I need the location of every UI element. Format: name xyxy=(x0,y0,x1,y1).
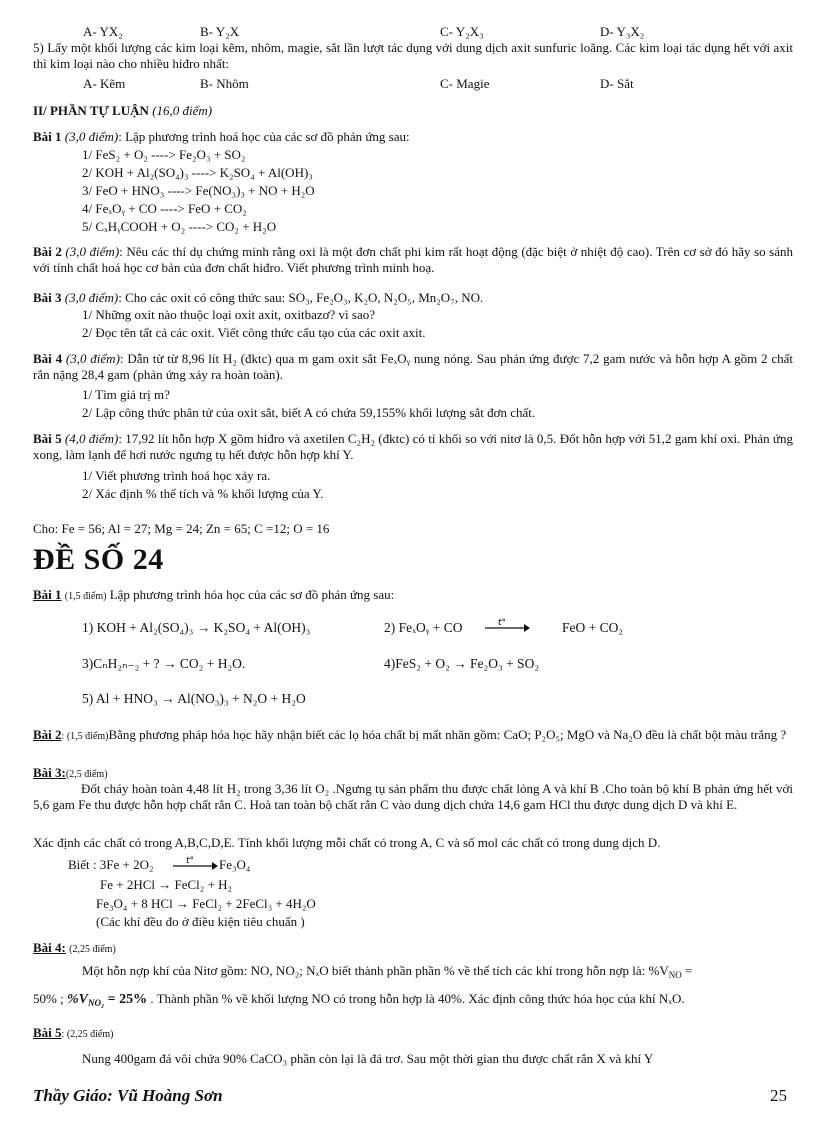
bai2-paragraph xyxy=(33,244,793,276)
q5-option-c: C- Magie xyxy=(440,76,490,91)
d-bai1-eq2-right: FeO + CO₂ xyxy=(562,620,624,635)
d-bai5-heading xyxy=(33,1025,793,1043)
d-bai4-line2-start: 50% ; xyxy=(33,991,67,1006)
bai5-item-1: 1/ Viết phương trình hoá học xảy ra. xyxy=(82,468,271,483)
question-5: 5) Lấy một khối lượng các kim loại kẽm, nhôm, magie, sắt lần lượt tác dụng với dung dịch axit sunfuric loãng. Các kim loại tác dụng hết với axit thì kim loại nào cho nhiều hiđro nhất: xyxy=(33,40,793,71)
d-bai1-label: Bài 1 xyxy=(33,587,62,602)
bai1-eq2: 2/ KOH + Al₂(SO₄)₃ ----> K₂SO₄ + Al(OH)₃ xyxy=(82,165,313,180)
d-bai3-points: (2,5 điểm) xyxy=(65,769,108,780)
option-c: C- Y₂X₃ xyxy=(440,24,484,39)
d-bai3-reaction-2: Fe + 2HCl → FeCl₂ + H₂ xyxy=(100,877,233,892)
bai1-heading xyxy=(33,129,793,145)
d-bai1-heading xyxy=(33,587,793,605)
bai1-eq5: 5/ CₓHᵧCOOH + O₂ ----> CO₂ + H₂O xyxy=(82,219,277,234)
bai5-points: (4,0 điểm) xyxy=(64,431,119,446)
d-bai1-eq2-left: 2) FeₓOᵧ + CO xyxy=(384,620,463,635)
bai1-text: : Lập phương trình hoá học của các sơ đồ phản ứng sau: xyxy=(118,129,410,144)
d-bai4-line2-bold: %V xyxy=(66,992,88,1007)
d-bai3-text: Đốt cháy hoàn toàn 4,48 lít H₂ trong 3,36 lít O₂ .Ngưng tụ sản phẩm thu được chất lỏng A và khí B .Cho toàn bộ khí B phản ứng hết với 5,6 gam Fe thu được hỗn hợp chất rắn C. Hoà tan toàn bộ chất rắn C vào dung dịch chứa 14,6 gam HCl thu được dung dịch D và khí E. xyxy=(33,781,793,812)
d-bai5-label: Bài 5 xyxy=(33,1025,62,1040)
d-bai1-eq5: 5) Al + HNO₃ → Al(NO₃)₃ + N₂O + H₂O xyxy=(82,691,306,706)
d-bai4-label: Bài 4: xyxy=(33,940,66,955)
d-bai4-line2-bold-end: = 25% xyxy=(104,992,148,1007)
bai2-points: (3,0 điểm) xyxy=(65,244,120,259)
d-bai3-given-product: Fe₃O₄ xyxy=(219,857,251,872)
svg-text:t°: t° xyxy=(186,856,195,866)
bai1-points: (3,0 điểm) xyxy=(64,129,119,144)
bai4-points: (3,0 điểm) xyxy=(65,351,120,366)
bai2-label: Bài 2 xyxy=(33,244,62,259)
bai1-eq1: 1/ FeS₂ + O₂ ----> Fe₂O₃ + SO₂ xyxy=(82,147,246,162)
section-points: (16,0 điểm) xyxy=(152,103,213,118)
option-a: A- YX₂ xyxy=(83,24,123,39)
bai3-heading xyxy=(33,290,793,306)
bai3-item-2: 2/ Đọc tên tất cả các oxit. Viết công thức cấu tạo của các oxit axit. xyxy=(82,325,426,340)
atomic-masses: Cho: Fe = 56; Al = 27; Mg = 24; Zn = 65; C =12; O = 16 xyxy=(33,521,330,536)
bai5-label: Bài 5 xyxy=(33,431,62,446)
svg-text:t°: t° xyxy=(498,618,507,628)
bai5-item-2: 2/ Xác định % thể tích và % khối lượng của Y. xyxy=(82,486,324,501)
d-bai1-text: Lập phương trình hóa học của các sơ đồ phản ứng sau: xyxy=(106,587,395,602)
d-bai4-line2-bold-sub: NO₂ xyxy=(87,998,105,1008)
d-bai1-points: (1,5 điểm) xyxy=(64,591,107,602)
d-bai3-note: (Các khí đều đo ở điều kiện tiêu chuẩn ) xyxy=(96,914,305,929)
page-number: 25 xyxy=(770,1086,787,1105)
bai3-points: (3,0 điểm) xyxy=(64,290,119,305)
d-bai3-label: Bài 3: xyxy=(33,765,66,780)
d-bai1-eq1: 1) KOH + Al₂(SO₄)₃ → K₂SO₄ + Al(OH)₃ xyxy=(82,620,311,635)
d-bai2-paragraph xyxy=(33,727,793,745)
d-bai2-label: Bài 2 xyxy=(33,727,62,742)
footer-teacher: Thầy Giáo: Vũ Hoàng Sơn xyxy=(33,1086,223,1105)
bai2-text: : Nêu các thí dụ chứng minh rằng oxi là một đơn chất phi kim rất hoạt động (đặc biệt ở nhiệt độ cao). Trên cơ sở đó hãy so sánh với tính chất hoá học cơ bản của đơn chất hiđro. Viết phương trình minh hoạ. xyxy=(33,244,793,275)
q5-option-d: D- Sắt xyxy=(600,76,634,91)
option-b: B- Y₂X xyxy=(200,24,240,39)
d-bai5-text: Nung 400gam đá vôi chứa 90% CaCO₃ phần còn lại là đá trơ. Sau một thời gian thu được chất rắn X và khí Y xyxy=(82,1051,654,1066)
bai4-item-2: 2/ Lập công thức phân tử của oxit sắt, biết A có chứa 59,155% khối lượng sắt đơn chất. xyxy=(82,405,536,420)
section-title: II/ PHẦN TỰ LUẬN xyxy=(33,103,149,118)
d-bai3-given: Biết : 3Fe + 2O₂ xyxy=(68,857,154,872)
bai3-text: : Cho các oxit có công thức sau: SO₃, Fe₂O₃, K₂O, N₂O₅, Mn₂O₇, NO. xyxy=(118,290,484,305)
q5-option-a: A- Kẽm xyxy=(83,76,126,91)
d-bai1-eq4: 4)FeS₂ + O₂ → Fe₂O₃ + SO₂ xyxy=(384,656,540,671)
bai1-eq3: 3/ FeO + HNO₃ ----> Fe(NO₃)₃ + NO + H₂O xyxy=(82,183,315,198)
d-bai3-task: Xác định các chất có trong A,B,C,D,E. Tính khối lượng mỗi chất có trong A, C và số mol các chất có trong dung dịch D. xyxy=(33,835,661,850)
bai3-item-1: 1/ Những oxit nào thuộc loại oxit axit, oxitbazơ? vì sao? xyxy=(82,307,376,322)
bai1-label: Bài 1 xyxy=(33,129,62,144)
d-bai4-line1-sub: NO xyxy=(668,970,682,980)
d-bai3-reaction-3: Fe₃O₄ + 8 HCl → FeCl₂ + 2FeCl₃ + 4H₂O xyxy=(96,896,316,911)
d-bai4-heading xyxy=(33,940,793,958)
bai4-label: Bài 4 xyxy=(33,351,63,366)
d-bai5-points: : (2,25 điểm) xyxy=(61,1029,114,1040)
d-bai1-eq3: 3)CₙH₂ₙ₋₂ + ? → CO₂ + H₂O. xyxy=(82,656,246,671)
bai4-text: : Dẫn từ từ 8,96 lít H₂ (đktc) qua m gam oxit sắt FeₓOᵧ nung nóng. Sau phản ứng được 7,2 gam nước và hỗn hợp A gồm 2 chất rắn nặng 28,4 gam (phản ứng xảy ra hoàn toàn). xyxy=(33,351,793,382)
d-bai2-points: : (1,5 điểm) xyxy=(61,731,109,742)
bai3-label: Bài 3 xyxy=(33,290,62,305)
option-d: D- Y₃X₂ xyxy=(600,24,645,39)
heat-arrow-icon xyxy=(484,617,530,633)
d-bai4-line2-rest: . Thành phần % về khối lượng NO có trong hỗn hợp là 40%. Xác định công thức hóa học của khí NₓO. xyxy=(147,991,685,1006)
d-bai4-line2 xyxy=(33,991,793,1008)
heat-arrow-icon xyxy=(172,855,218,871)
bai5-paragraph xyxy=(33,431,793,463)
exam-title: ĐỀ SỐ 24 xyxy=(33,543,164,576)
bai1-eq4: 4/ FeₓOᵧ + CO ----> FeO + CO₂ xyxy=(82,201,247,216)
d-bai4-line1-end: = xyxy=(681,963,693,978)
d-bai4-points: (2,25 điểm) xyxy=(69,944,116,955)
bai5-text: : 17,92 lít hỗn hợp X gồm hiđro và axetilen C₂H₂ (đktc) có tỉ khối so với nitơ là 0,5. Đốt hỗn hợp với 51,2 gam khí oxi. Phản ứng xong, làm lạnh để hơi nước ngưng tụ hết được hỗn hợp khí Y. xyxy=(33,431,793,462)
q5-option-b: B- Nhôm xyxy=(200,76,249,91)
bai4-item-1: 1/ Tìm giá trị m? xyxy=(82,387,170,402)
d-bai4-line1 xyxy=(82,963,794,979)
bai4-paragraph xyxy=(33,351,793,383)
section-heading xyxy=(33,103,793,119)
d-bai4-line1-text: Một hỗn nợp khí của Nitơ gồm: NO, NO₂; NₓO biết thành phần phần % về thể tích các khí trong hỗn nợp là: %V xyxy=(82,963,669,978)
d-bai2-text: Bằng phương pháp hóa học hãy nhận biết các lọ hóa chất bị mất nhãn gồm: CaO; P₂O₅; MgO và Na₂O đều là chất bột màu trắng ? xyxy=(108,727,787,742)
